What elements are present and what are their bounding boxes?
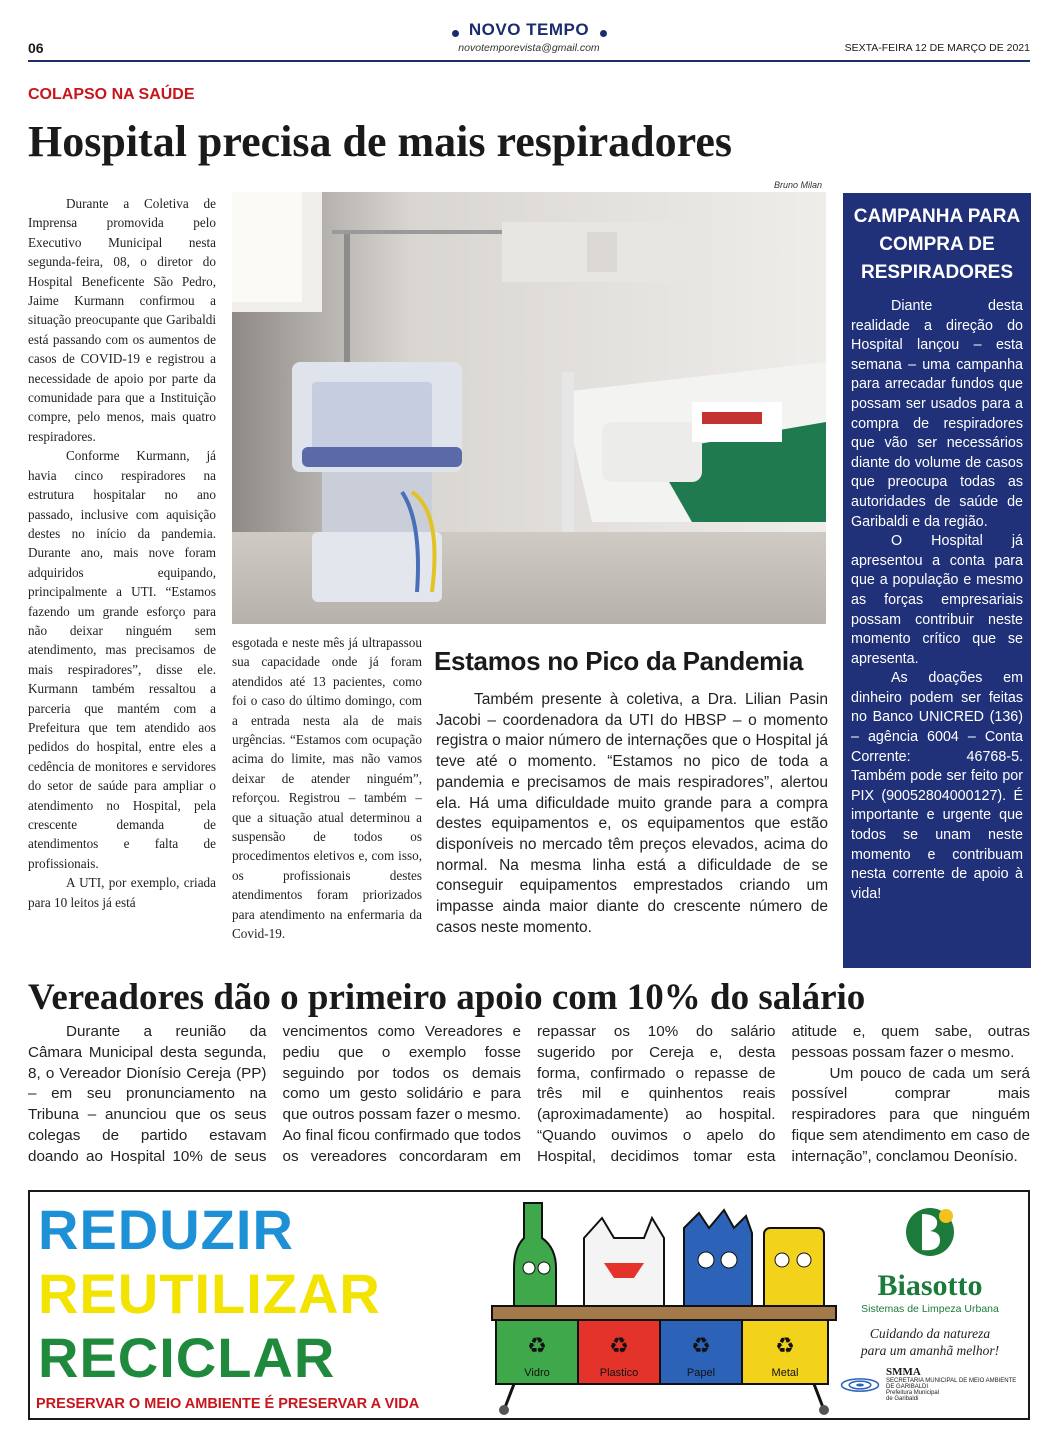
article-column-2 [232, 633, 422, 971]
sidebar-paragraph: Diante desta realidade a direção do Hospital lançou – esta semana – uma campanha para arrecadar fundos que possam ser usados para a compra de respiradores que vão ser necessários diante do volume de casos que preocupa todas as autoridades de saúde de Garibaldi e da região. [851, 298, 1023, 530]
article-paragraph: Durante a Coletiva de Imprensa promovida pelo Executivo Municipal nesta segunda-feira, 08, o diretor do Hospital Beneficente São Pedro, Jaime Kurmann confirmou a situação preocupante que Garibaldi está passando com os aumentos de casos de COVID-19 e registrou a necessidade de apoio por parte da comunidade para que a Instituição compre, pelo menos, mais quatro respiradores. [28, 196, 216, 444]
main-headline: Hospital precisa de mais respiradores [28, 117, 732, 166]
sidebar-paragraph: As doações em dinheiro podem ser feitas no Banco UNICRED (136) – agência 6004 – Conta Corrente: 46768-5. Também pode ser feito por PIX (90052804000127). É importante e urgente que todos se unam neste momento e contribuam nesta corrente de apoio à vida! [851, 670, 1023, 902]
header-dot-left [452, 30, 459, 37]
brand-name: Biasotto [877, 1269, 983, 1302]
recycle-icon: ♻ [609, 1334, 629, 1359]
recycle-icon: ♻ [527, 1334, 547, 1359]
recycling-advertisement [28, 1190, 1030, 1420]
ad-word-reciclar: RECICLAR [38, 1326, 336, 1389]
glass-bottle-character-icon [514, 1203, 556, 1318]
bin-label-plastico: Plastico [599, 1367, 639, 1379]
prefeitura-line2: de Garibaldi [886, 1396, 919, 1402]
bin-label-metal: Metal [771, 1367, 799, 1379]
biasotto-logo-icon [900, 1204, 960, 1260]
ventilator-bed-illustration [232, 192, 826, 624]
publication-name: NOVO TEMPO [468, 20, 590, 39]
prefeitura-line1: Prefeitura Municipal [886, 1390, 940, 1396]
water-ripple-icon [840, 1374, 880, 1396]
brand-tagline-line2: para um amanhã melhor! [860, 1343, 1000, 1358]
recycle-icon: ♻ [775, 1334, 795, 1359]
biasotto-brand-block [840, 1204, 1020, 1402]
paper-character-icon [684, 1210, 752, 1318]
ad-slogan: PRESERVAR O MEIO AMBIENTE É PRESERVAR A VIDA [36, 1396, 420, 1412]
sidebar-title: CAMPANHA PARA COMPRA DE RESPIRADORES [853, 206, 1021, 283]
article-paragraph: Conforme Kurmann, já havia cinco respiradores na estrutura hospitalar no ano passado, inclusive com aquisição destes no início da pandemia. Durante ano, mais nove foram adquiridos equipando, principalmente a UTI. “Estamos fazendo um grande esforço para não deixar ninguém sem atendimento, mas precisamos de mais respiradores”, disse ele. Kurmann também ressaltou a parceria que mantém com a Prefeitura que tem atendido aos pedidos do hospital, entre eles a cedência de monitores e servidores do setor de saúde para ampliar o atendimento no Hospital, pela crescente demanda de atendimentos e falta de profissionais. [28, 448, 216, 871]
ad-word-reduzir: REDUZIR [38, 1198, 294, 1261]
second-headline: Vereadores dão o primeiro apoio com 10% do salário [28, 977, 866, 1018]
page-number: 06 [28, 40, 44, 56]
article-paragraph: esgotada e neste mês já ultrapassou sua capacidade onde já foram atendidos até 13 pacientes, como foi o caso do último domingo, com a entrada nesta ala de mais urgências. “Estamos com ocupação acima do limite, mas não vamos deixar de atender ninguém”, reforçou. Registrou – também – que a situação atual determinou a suspensão de todos os procedimentos eletivos e, com isso, os profissionais destes atendimentos foram priorizados para atendimento na enfermaria da Covid-19. [232, 635, 422, 942]
smma-label: SMMA [886, 1366, 921, 1378]
header-rule [28, 60, 1030, 62]
metal-can-character-icon [764, 1228, 824, 1318]
brand-tagline [840, 1325, 1020, 1359]
publication-email: novotemporevista@gmail.com [458, 42, 600, 54]
article-paragraph: Também presente à coletiva, a Dra. Lilian Pasin Jacobi – coordenadora da UTI do HBSP – o momento registra o maior número de internações que o Hospital já teve até o momento. “Estamos no pico de toda a pandemia e precisamos de mais respiradores”, alertou ela. Há uma dificuldade muito grande para a compra destes equipamentos e, os equipamentos que estão disponíveis no mercado têm preços elevados, acima do normal. Na mesma linha está a dificuldade de se conseguir equipamentos emprestados criando um impasse ainda maior diante do crescente número de casos neste momento. [436, 691, 828, 936]
bin-label-vidro: Vidro [524, 1367, 550, 1379]
hospital-photo [232, 192, 826, 624]
article-column-1 [28, 194, 216, 974]
campaign-sidebar [843, 193, 1031, 968]
recycle-icon: ♻ [691, 1334, 711, 1359]
section-label: COLAPSO NA SAÚDE [28, 86, 195, 103]
smma-block [840, 1367, 1020, 1402]
header-brand-block [429, 20, 629, 54]
brand-tagline-line1: Cuidando da natureza [869, 1326, 991, 1341]
bin-label-papel: Papel [686, 1367, 716, 1379]
sub-headline: Estamos no Pico da Pandemia [434, 646, 804, 676]
sidebar-paragraph: O Hospital já apresentou a conta para que a população e mesmo as forças empresariais possam contribuir neste momento crítico que se apresenta. [851, 533, 1023, 667]
article-paragraph: A UTI, por exemplo, criada para 10 leitos já está [28, 875, 216, 910]
plastic-bag-character-icon [584, 1218, 664, 1318]
issue-date: SEXTA-FEIRA 12 DE MARÇO DE 2021 [844, 42, 1030, 54]
brand-subtitle: Sistemas de Limpeza Urbana [861, 1303, 999, 1315]
second-article-body [28, 1022, 1030, 1168]
smma-text [886, 1367, 1020, 1402]
ad-word-reutilizar: REUTILIZAR [38, 1262, 381, 1325]
smma-description: SECRETARIA MUNICIPAL DE MEIO AMBIENTE DE GARIBALDI [886, 1378, 1017, 1390]
photo-credit: Bruno Milan [773, 180, 822, 190]
article-paragraph: Durante a reunião da Câmara Municipal desta segunda, 8, o Vereador Dionísio Cereja (PP) – em seu pronunciamento na Tribuna – anunciou que os seus colegas de partido estavam doando ao Hospital 10% de seus vencimentos como Vereadores e pediu que o exemplo fosse seguindo por todos os demais como um gesto solidário e para que outros possam fazer o mesmo. Ao final ficou confirmado que todos os vereadores concordaram em repassar os 10% do salário sugerido por Cereja e, desta forma, confirmado o repasse de três mil e quinhentos reais (aproximadamente) ao hospital. “Quando ouvimos o apelo do Hospital, decidimos tomar esta atitude e, quem sabe, outras pessoas possam fazer o mesmo. [28, 1023, 1030, 1165]
sidebar-body [851, 297, 1023, 904]
sub-article-body [436, 690, 828, 972]
header-dot-right [600, 30, 607, 37]
recycling-bins-illustration [484, 1198, 844, 1416]
article-paragraph: Um pouco de cada um será possível comprar mais respiradores para que ninguém fique sem atendimento em caso de internação”, conclamou Deonísio. [791, 1064, 1030, 1165]
